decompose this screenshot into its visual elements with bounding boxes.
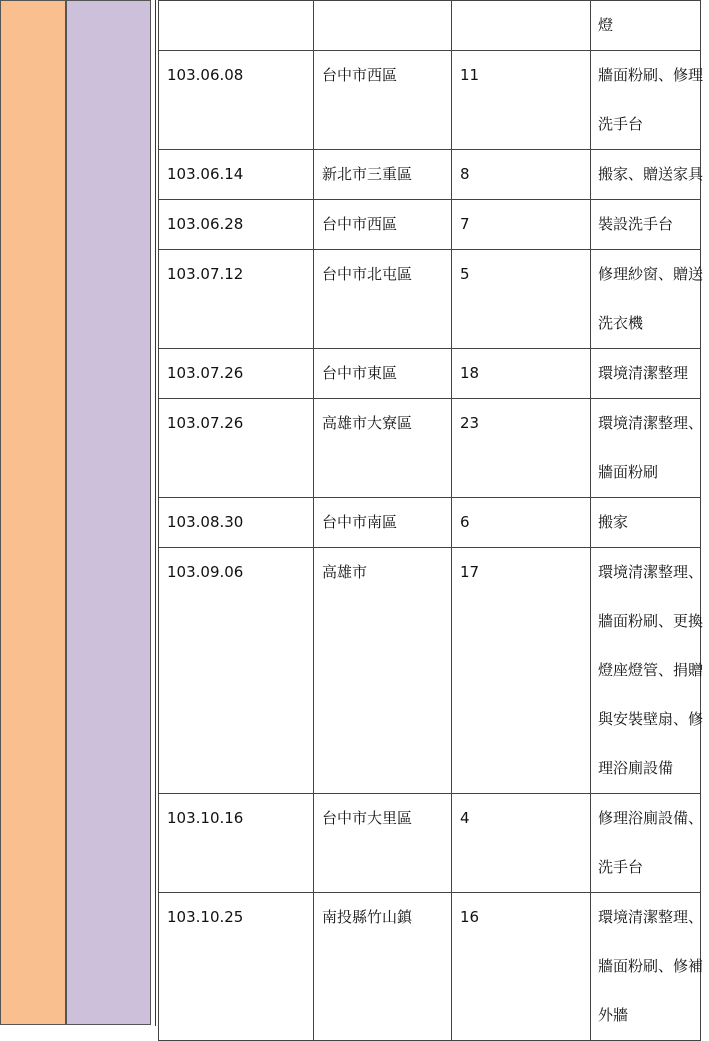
table-row: [159, 893, 701, 1041]
activity-cell: [591, 250, 704, 349]
table-row: [159, 250, 701, 349]
activity-line: 搬家: [598, 513, 629, 531]
table-row: [159, 349, 701, 399]
location-cell: 南投縣竹山鎮: [314, 893, 452, 1041]
table-row: [159, 51, 701, 150]
activity-line: 環境清潔整理、: [598, 908, 704, 926]
table-row: [159, 200, 701, 250]
count-cell: 11: [452, 51, 591, 150]
date-cell: 103.10.25: [159, 893, 314, 1041]
activity-line: 搬家、贈送家具: [598, 165, 704, 183]
date-cell: 103.06.08: [159, 51, 314, 150]
activity-line: 與安裝壁扇、修: [598, 710, 704, 728]
date-cell: 103.09.06: [159, 548, 314, 794]
activity-line: 修理紗窗、贈送: [598, 265, 704, 283]
table-row: [159, 150, 701, 200]
location-cell: 台中市西區: [314, 200, 452, 250]
location-cell: 台中市東區: [314, 349, 452, 399]
activity-cell: [591, 498, 701, 548]
activity-line: 牆面粉刷: [598, 463, 659, 481]
activity-line: 修理浴廁設備、: [598, 809, 704, 827]
activity-line: 牆面粉刷、更換: [598, 612, 704, 630]
count-cell: 23: [452, 399, 591, 498]
activity-line: 環境清潔整理: [598, 364, 689, 382]
column-divider: [155, 0, 156, 1026]
activity-line: 裝設洗手台: [598, 215, 674, 233]
activity-cell: [591, 150, 704, 200]
activity-line: 牆面粉刷、修補: [598, 957, 704, 975]
date-cell: 103.07.26: [159, 399, 314, 498]
count-cell: 5: [452, 250, 591, 349]
count-cell: 18: [452, 349, 591, 399]
date-cell: 103.07.26: [159, 349, 314, 399]
activity-line: 燈座燈管、捐贈: [598, 661, 704, 679]
activity-cell: [591, 399, 704, 498]
count-cell: 8: [452, 150, 591, 200]
left-color-band: [0, 0, 66, 1025]
date-cell: 103.06.14: [159, 150, 314, 200]
activity-cell: [591, 1, 701, 51]
location-cell: 高雄市: [314, 548, 452, 794]
table-row: [159, 498, 701, 548]
count-cell: [452, 1, 591, 51]
activity-line: 牆面粉刷、修理: [598, 66, 704, 84]
activity-line: 燈: [598, 16, 614, 34]
count-cell: 16: [452, 893, 591, 1041]
activity-cell: [591, 51, 704, 150]
date-cell: 103.10.16: [159, 794, 314, 893]
activity-cell: [591, 548, 704, 794]
service-records-table: [158, 0, 704, 1041]
location-cell: 台中市北屯區: [314, 250, 452, 349]
table-row: [159, 548, 701, 794]
activity-line: 洗手台: [598, 858, 644, 876]
table-row: [159, 794, 701, 893]
right-color-band: [66, 0, 151, 1025]
activity-line: 洗衣機: [598, 314, 644, 332]
activity-cell: [591, 349, 701, 399]
activity-line: 理浴廁設備: [598, 759, 674, 777]
date-cell: 103.06.28: [159, 200, 314, 250]
date-cell: [159, 1, 314, 51]
location-cell: 台中市大里區: [314, 794, 452, 893]
table-row: [159, 399, 701, 498]
activity-line: 環境清潔整理、: [598, 563, 704, 581]
activity-line: 外牆: [598, 1006, 629, 1024]
count-cell: 7: [452, 200, 591, 250]
activity-line: 環境清潔整理、: [598, 414, 704, 432]
count-cell: 4: [452, 794, 591, 893]
date-cell: 103.07.12: [159, 250, 314, 349]
count-cell: 17: [452, 548, 591, 794]
location-cell: 台中市南區: [314, 498, 452, 548]
table-body: [159, 1, 704, 1041]
activity-cell: [591, 893, 704, 1041]
location-cell: 台中市西區: [314, 51, 452, 150]
date-cell: 103.08.30: [159, 498, 314, 548]
table-row: [159, 1, 701, 51]
count-cell: 6: [452, 498, 591, 548]
location-cell: 新北市三重區: [314, 150, 452, 200]
location-cell: [314, 1, 452, 51]
activity-cell: [591, 200, 701, 250]
location-cell: 高雄市大寮區: [314, 399, 452, 498]
activity-line: 洗手台: [598, 115, 644, 133]
activity-cell: [591, 794, 704, 893]
